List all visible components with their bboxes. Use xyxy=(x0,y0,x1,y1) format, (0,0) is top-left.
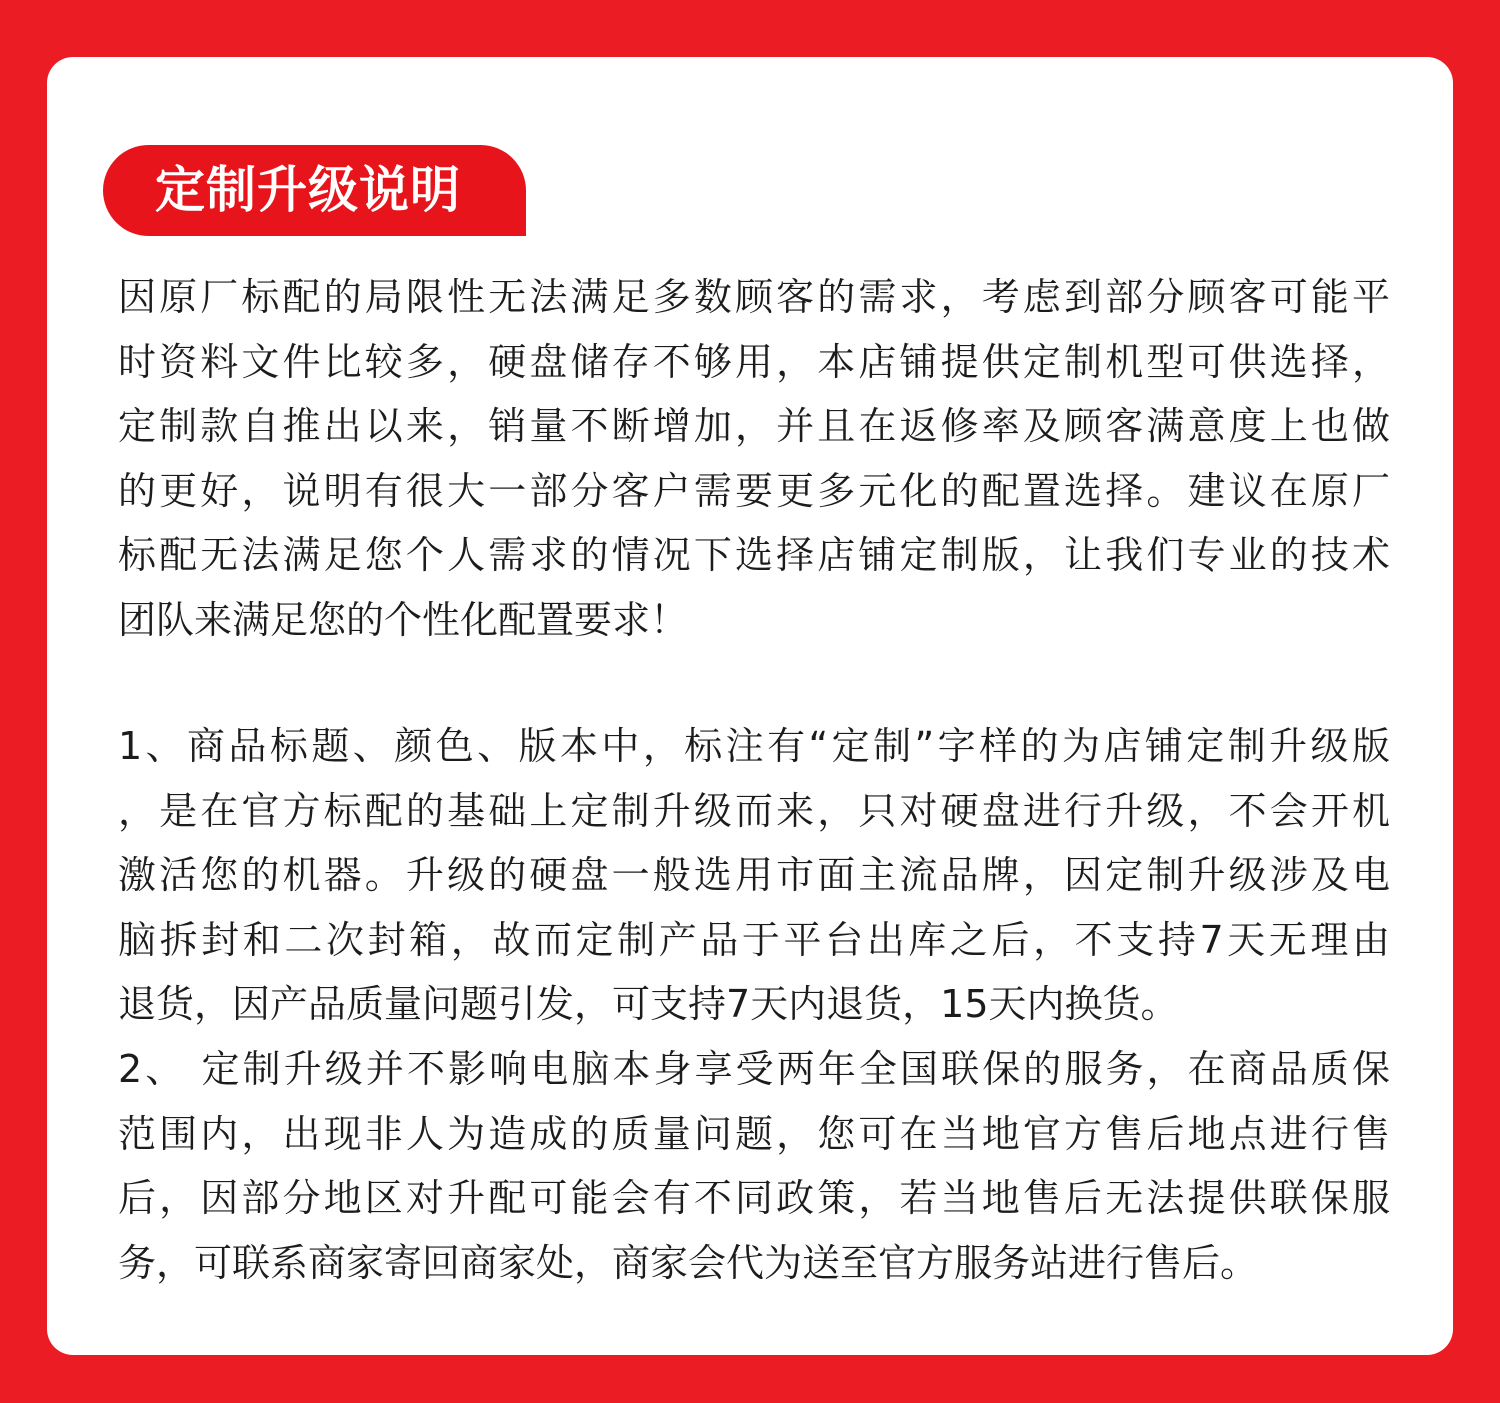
intro-line: 因原厂标配的局限性无法满足多数顾客的需求，考虑到部分顾客可能平 xyxy=(118,275,1390,319)
note-item-1-line: 脑拆封和二次封箱，故而定制产品于平台出库之后，不支持7天无理由 xyxy=(118,917,1390,962)
note-item-2-line: 2、 定制升级并不影响电脑本身享受两年全国联保的服务，在商品质保 xyxy=(118,1047,1390,1091)
intro-line: 标配无法满足您个人需求的情况下选择店铺定制版，让我们专业的技术 xyxy=(118,533,1390,577)
note-item-1-line: 退货，因产品质量问题引发，可支持7天内退货，15天内换货。 xyxy=(118,982,1179,1026)
intro-paragraph xyxy=(118,265,1390,652)
note-item-2-line: 范围内，出现非人为造成的质量问题，您可在当地官方售后地点进行售 xyxy=(118,1111,1390,1156)
note-item-2-line: 务，可联系商家寄回商家处，商家会代为送至官方服务站进行售后。 xyxy=(118,1240,1259,1285)
intro-line: 时资料文件比较多，硬盘储存不够用，本店铺提供定制机型可供选择， xyxy=(118,339,1390,384)
note-item-2 xyxy=(118,1037,1390,1295)
section-title-tag: 定制升级说明 xyxy=(103,145,526,236)
intro-line: 团队来满足您的个性化配置要求！ xyxy=(118,597,689,642)
intro-line: 的更好，说明有很大一部分客户需要更多元化的配置选择。建议在原厂 xyxy=(118,468,1390,513)
note-item-2-line: 后，因部分地区对升配可能会有不同政策，若当地售后无法提供联保服 xyxy=(118,1176,1390,1220)
note-item-1-line: 激活您的机器。升级的硬盘一般选用市面主流品牌，因定制升级涉及电 xyxy=(118,853,1390,897)
note-item-1 xyxy=(118,714,1390,1037)
intro-line: 定制款自推出以来，销量不断增加，并且在返修率及顾客满意度上也做 xyxy=(118,404,1390,448)
note-item-1-line: ，是在官方标配的基础上定制升级而来，只对硬盘进行升级，不会开机 xyxy=(118,788,1390,833)
note-item-1-line: 1、商品标题、颜色、版本中，标注有“定制”字样的为店铺定制升级版 xyxy=(118,724,1390,768)
